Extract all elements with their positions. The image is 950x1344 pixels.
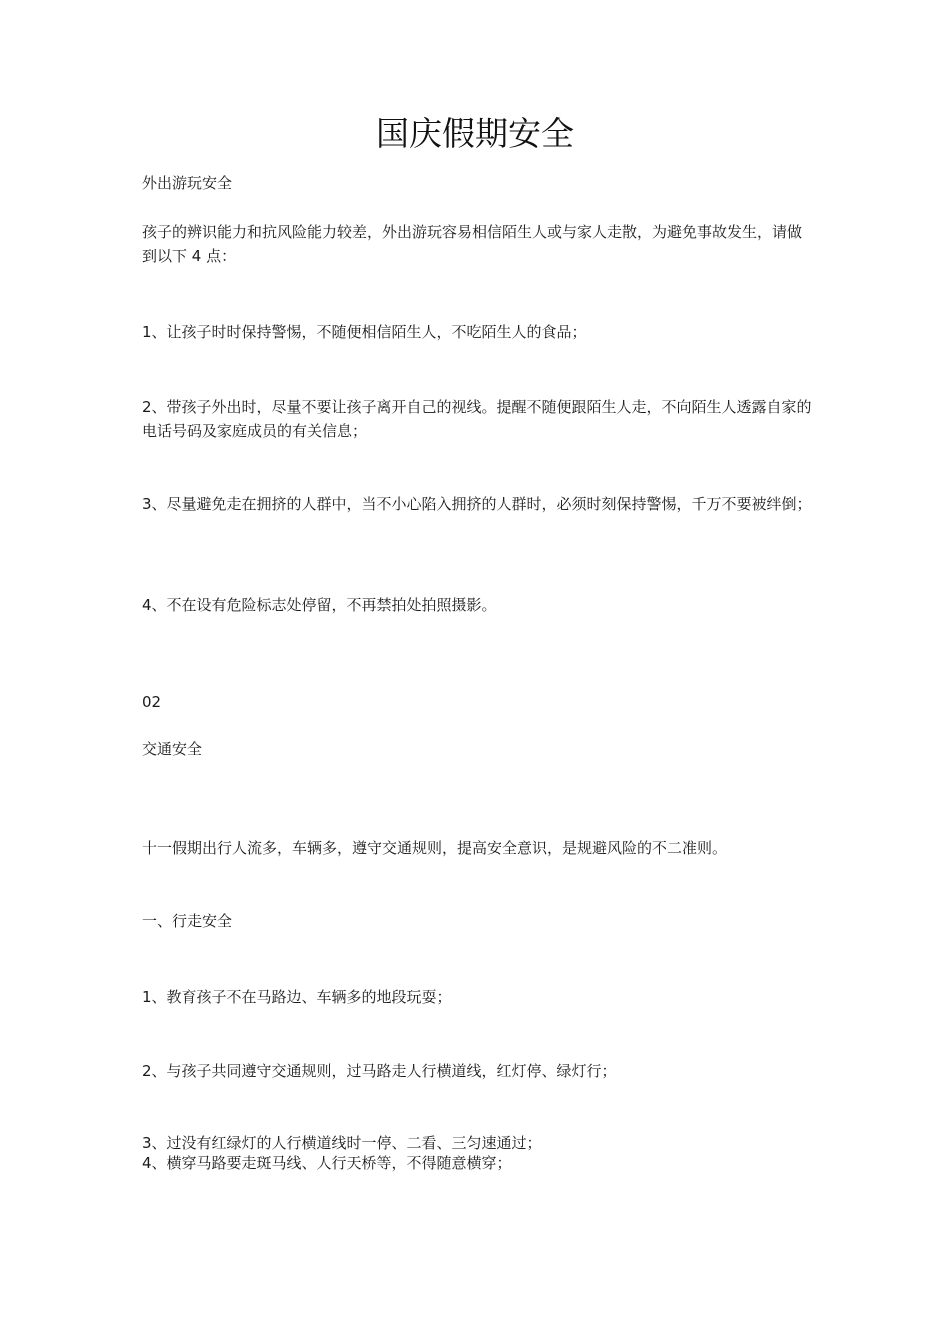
list-item: 4、横穿马路要走斑马线、人行天桥等，不得随意横穿； — [142, 1154, 512, 1172]
list-item: 1、让孩子时时保持警惕，不随便相信陌生人，不吃陌生人的食品； — [142, 323, 587, 341]
section-number: 02 — [142, 693, 162, 711]
section-intro-outing: 孩子的辨识能力和抗风险能力较差，外出游玩容易相信陌生人或与家人走散，为避免事故发生，请做到以下 4 点： — [142, 223, 803, 265]
section-heading-traffic: 交通安全 — [142, 740, 203, 758]
page-title: 国庆假期安全 — [376, 114, 574, 153]
subsection-heading: 一、行走安全 — [142, 912, 233, 930]
list-item: 3、过没有红绿灯的人行横道线时一停、二看、三匀速通过； — [142, 1134, 542, 1152]
section-heading-outing: 外出游玩安全 — [142, 174, 233, 192]
list-item: 2、与孩子共同遵守交通规则，过马路走人行横道线，红灯停、绿灯行； — [142, 1062, 617, 1080]
list-item: 3、尽量避免走在拥挤的人群中，当不小心陷入拥挤的人群时，必须时刻保持警惕，千万不要被绊倒； — [142, 495, 812, 513]
list-item: 2、带孩子外出时，尽量不要让孩子离开自己的视线。提醒不随便跟陌生人走，不向陌生人透露自家的电话号码及家庭成员的有关信息； — [142, 398, 812, 440]
list-item: 1、教育孩子不在马路边、车辆多的地段玩耍； — [142, 988, 452, 1006]
list-item: 4、不在设有危险标志处停留，不再禁拍处拍照摄影。 — [142, 596, 497, 614]
section-intro-traffic: 十一假期出行人流多，车辆多，遵守交通规则，提高安全意识，是规避风险的不二准则。 — [142, 839, 728, 857]
